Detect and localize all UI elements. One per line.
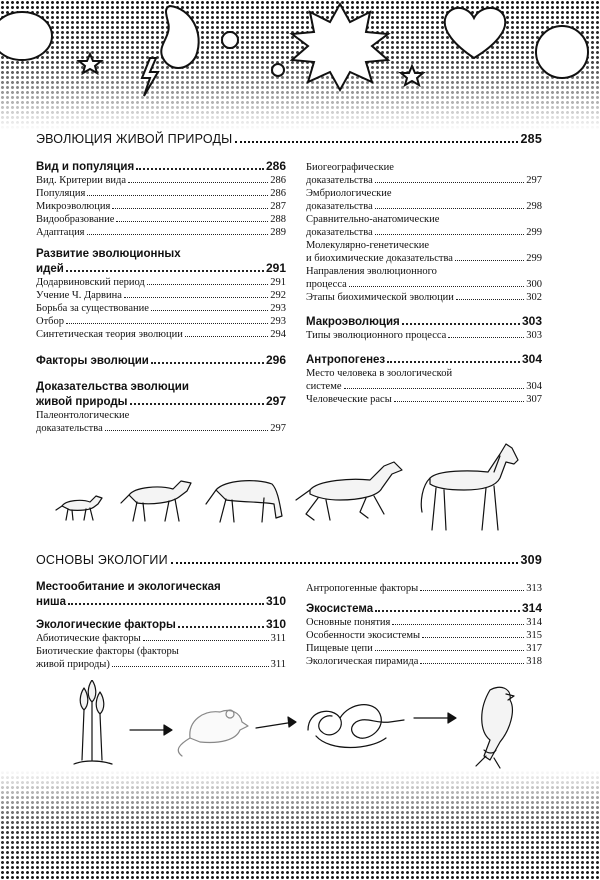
toc-label: Антропогенные факторы	[306, 583, 419, 594]
toc-label: Синтетическая теория эволюции	[36, 329, 183, 340]
toc-label: процесса	[306, 279, 347, 290]
toc-heading-evidence[interactable]	[36, 394, 286, 409]
dot-leader	[87, 195, 268, 196]
toc-label: Экосистема	[306, 603, 374, 615]
toc-label: ниша	[36, 596, 66, 608]
dot-leader	[375, 610, 520, 612]
toc-item-line1[interactable]: Сравнительно-анатомические	[306, 214, 440, 225]
toc-item[interactable]	[306, 582, 542, 595]
toc-page: 297	[526, 175, 542, 186]
toc-item[interactable]	[36, 328, 286, 341]
dot-leader	[420, 590, 524, 591]
dot-leader	[147, 284, 268, 285]
toc-item[interactable]	[306, 226, 542, 239]
toc-heading-habitat-line1[interactable]: Местообитание и экологическая	[36, 581, 221, 593]
dot-leader	[178, 626, 264, 628]
wheat-icon	[74, 680, 112, 764]
toc-label: Видообразование	[36, 214, 115, 225]
dot-leader	[375, 650, 524, 651]
toc-page: 311	[270, 659, 286, 670]
toc-page: 303	[526, 330, 542, 341]
toc-item[interactable]	[36, 276, 286, 289]
toc-label: Отбор	[36, 316, 65, 327]
toc-page: 296	[265, 353, 286, 367]
toc-page: 317	[526, 643, 542, 654]
toc-label: Этапы биохимической эволюции	[306, 292, 454, 303]
star2-doodle-icon	[401, 66, 423, 85]
bottom-halftone-band	[0, 770, 600, 880]
star-doodle-icon	[79, 54, 101, 73]
section-heading-ecology[interactable]	[36, 553, 542, 567]
section-title: ЭВОЛЮЦИЯ ЖИВОЙ ПРИРОДЫ	[36, 132, 233, 146]
toc-item[interactable]	[306, 252, 542, 265]
arrow-right-icon	[414, 713, 456, 723]
mouse-icon	[178, 710, 248, 756]
toc-page: 318	[526, 656, 542, 667]
merychippus-icon	[206, 481, 282, 522]
toc-page: 288	[270, 214, 286, 225]
toc-page: 297	[270, 423, 286, 434]
cloud-doodle-icon	[0, 12, 52, 60]
toc-item[interactable]	[306, 278, 542, 291]
toc-page: 307	[526, 394, 542, 405]
ecology-right-column	[306, 582, 542, 668]
toc-label: Экологическая пирамида	[306, 656, 419, 667]
toc-page: 299	[526, 253, 542, 264]
toc-label: Экологические факторы	[36, 619, 176, 631]
toc-page: 299	[526, 227, 542, 238]
toc-page: 286	[270, 188, 286, 199]
eohippus-icon	[56, 496, 102, 520]
toc-item[interactable]	[36, 213, 286, 226]
dot-leader	[344, 388, 525, 389]
hawk-icon	[476, 687, 514, 768]
toc-page: 294	[270, 329, 286, 340]
evolution-left-column	[36, 159, 286, 435]
toc-item-line1[interactable]: Биотические факторы (факторы	[36, 646, 179, 657]
dot-leader	[235, 141, 517, 143]
toc-item[interactable]	[306, 380, 542, 393]
toc-item[interactable]	[306, 291, 542, 304]
dot-leader	[105, 430, 269, 431]
toc-page: 287	[270, 201, 286, 212]
dot-leader	[116, 221, 268, 222]
small-circle-doodle-icon	[272, 64, 284, 76]
toc-page: 291	[265, 261, 286, 275]
dot-leader	[112, 666, 269, 667]
toc-item[interactable]	[306, 329, 542, 342]
dot-leader	[151, 362, 264, 364]
toc-item[interactable]	[36, 187, 286, 200]
toc-label: Вид. Критерии вида	[36, 175, 127, 186]
toc-item[interactable]	[36, 200, 286, 213]
toc-item[interactable]	[36, 226, 286, 239]
toc-heading-species[interactable]	[36, 159, 286, 174]
toc-label: Особенности экосистемы	[306, 630, 421, 641]
toc-label: Микроэволюция	[36, 201, 111, 212]
section-title: ОСНОВЫ ЭКОЛОГИИ	[36, 553, 168, 567]
dot-leader	[143, 640, 269, 641]
toc-heading-factors[interactable]	[36, 353, 286, 368]
dot-leader	[136, 168, 264, 170]
dot-leader	[171, 562, 518, 564]
toc-page: 311	[270, 633, 286, 644]
toc-page: 300	[526, 279, 542, 290]
toc-page: 314	[526, 617, 542, 628]
toc-page: 313	[526, 583, 542, 594]
toc-label: Вид и популяция	[36, 161, 135, 173]
toc-item[interactable]	[306, 616, 542, 629]
dot-leader	[349, 286, 524, 287]
toc-label: Основные понятия	[306, 617, 391, 628]
toc-label: и биохимические доказательства	[306, 253, 453, 264]
toc-label: Антропогенез	[306, 354, 386, 366]
toc-page: 289	[270, 227, 286, 238]
toc-label: живой природы	[36, 396, 128, 408]
toc-label: доказательства	[306, 201, 373, 212]
toc-label: Пищевые цепи	[306, 643, 373, 654]
toc-heading-habitat[interactable]	[36, 594, 286, 609]
toc-page: 310	[265, 594, 286, 608]
toc-label: Борьба за существование	[36, 303, 149, 314]
toc-page: 310	[265, 617, 286, 631]
toc-item[interactable]	[306, 629, 542, 642]
drop-doodle-icon	[161, 6, 198, 68]
dot-leader	[420, 663, 524, 664]
toc-label: Факторы эволюции	[36, 355, 149, 367]
toc-page: 286	[265, 159, 286, 173]
toc-label: системе	[306, 381, 342, 392]
dot-leader	[66, 270, 264, 272]
toc-page: 314	[521, 601, 542, 615]
toc-item[interactable]	[36, 289, 286, 302]
ring-doodle-icon	[222, 32, 238, 48]
burst-doodle-icon	[292, 4, 388, 90]
toc-item[interactable]	[36, 422, 286, 435]
toc-item[interactable]	[36, 174, 286, 187]
toc-item[interactable]	[306, 393, 542, 406]
toc-heading-ecofactors[interactable]	[36, 617, 286, 632]
horse-evolution-illustration	[50, 438, 530, 538]
toc-page: 297	[265, 394, 286, 408]
arrow-right-icon	[130, 725, 172, 735]
toc-label: доказательства	[36, 423, 103, 434]
toc-item-line1[interactable]: Эмбриологические	[306, 188, 392, 199]
toc-page: 298	[526, 201, 542, 212]
toc-page: 302	[526, 292, 542, 303]
toc-page: 293	[270, 303, 286, 314]
food-chain-illustration	[70, 680, 530, 770]
ecology-left-column	[36, 580, 286, 671]
dot-leader	[394, 401, 524, 402]
circle-doodle-icon	[536, 26, 588, 78]
snake-icon	[308, 705, 404, 748]
evolution-right-column	[306, 161, 542, 406]
toc-label: доказательства	[306, 227, 373, 238]
mesohippus-icon	[121, 481, 191, 521]
toc-label: Учение Ч. Дарвина	[36, 290, 122, 301]
toc-heading-ecosystem[interactable]	[306, 601, 542, 616]
dot-leader	[112, 208, 268, 209]
dot-leader	[375, 234, 525, 235]
dot-leader	[387, 361, 520, 363]
dot-leader	[68, 603, 264, 605]
dot-leader	[151, 310, 268, 311]
dot-leader	[87, 234, 269, 235]
toc-heading-ideas[interactable]	[36, 261, 286, 276]
toc-item[interactable]	[306, 200, 542, 213]
toc-page: 315	[526, 630, 542, 641]
toc-page: 292	[270, 290, 286, 301]
dot-leader	[455, 260, 524, 261]
toc-label: идей	[36, 263, 64, 275]
dot-leader	[130, 403, 264, 405]
toc-label: живой природы)	[36, 659, 110, 670]
dot-leader	[185, 336, 268, 337]
toc-page: 304	[526, 381, 542, 392]
toc-heading-anthropogenesis[interactable]	[306, 352, 542, 367]
toc-item-line1[interactable]: Молекулярно-генетические	[306, 240, 430, 251]
toc-item[interactable]	[36, 658, 286, 671]
dot-leader	[66, 323, 268, 324]
toc-heading-evidence-line1[interactable]: Доказательства эволюции	[36, 381, 189, 393]
section-heading-evolution[interactable]	[36, 132, 542, 146]
toc-label: Макроэволюция	[306, 316, 400, 328]
dot-leader	[448, 337, 524, 338]
toc-label: Человеческие расы	[306, 394, 392, 405]
toc-item-line1[interactable]: Место человека в зоологической	[306, 368, 453, 379]
toc-label: Абиотические факторы	[36, 633, 141, 644]
section-page: 285	[520, 132, 542, 146]
dot-leader	[375, 208, 525, 209]
top-doodles	[0, 0, 600, 110]
toc-item[interactable]	[36, 315, 286, 328]
section-page: 309	[520, 553, 542, 567]
toc-item-line1[interactable]: Направления эволюционного	[306, 266, 437, 277]
dot-leader	[402, 323, 520, 325]
arrow-right-icon	[256, 717, 296, 728]
toc-item[interactable]	[36, 302, 286, 315]
toc-page: 304	[521, 352, 542, 366]
toc-item[interactable]	[306, 655, 542, 668]
toc-page: 286	[270, 175, 286, 186]
toc-page: 291	[270, 277, 286, 288]
toc-item[interactable]	[36, 632, 286, 645]
toc-heading-ideas-line1[interactable]: Развитие эволюционных	[36, 248, 181, 260]
toc-item-line1[interactable]: Биогеографические	[306, 162, 394, 173]
pliohippus-icon	[296, 462, 402, 520]
toc-item-line1[interactable]: Палеонтологические	[36, 410, 130, 421]
dot-leader	[456, 299, 524, 300]
toc-label: Додарвиновский период	[36, 277, 145, 288]
toc-label: доказательства	[306, 175, 373, 186]
equus-icon	[421, 444, 518, 530]
bolt-doodle-icon	[142, 58, 158, 96]
toc-item[interactable]	[306, 174, 542, 187]
toc-label: Типы эволюционного процесса	[306, 330, 447, 341]
toc-page: 303	[521, 314, 542, 328]
toc-page: 293	[270, 316, 286, 327]
dot-leader	[128, 182, 268, 183]
toc-item[interactable]	[306, 642, 542, 655]
dot-leader	[392, 624, 524, 625]
dot-leader	[375, 182, 525, 183]
dot-leader	[124, 297, 268, 298]
dot-leader	[422, 637, 524, 638]
heart-doodle-icon	[445, 8, 506, 58]
toc-label: Популяция	[36, 188, 86, 199]
toc-label: Адаптация	[36, 227, 85, 238]
toc-heading-macroevolution[interactable]	[306, 314, 542, 329]
